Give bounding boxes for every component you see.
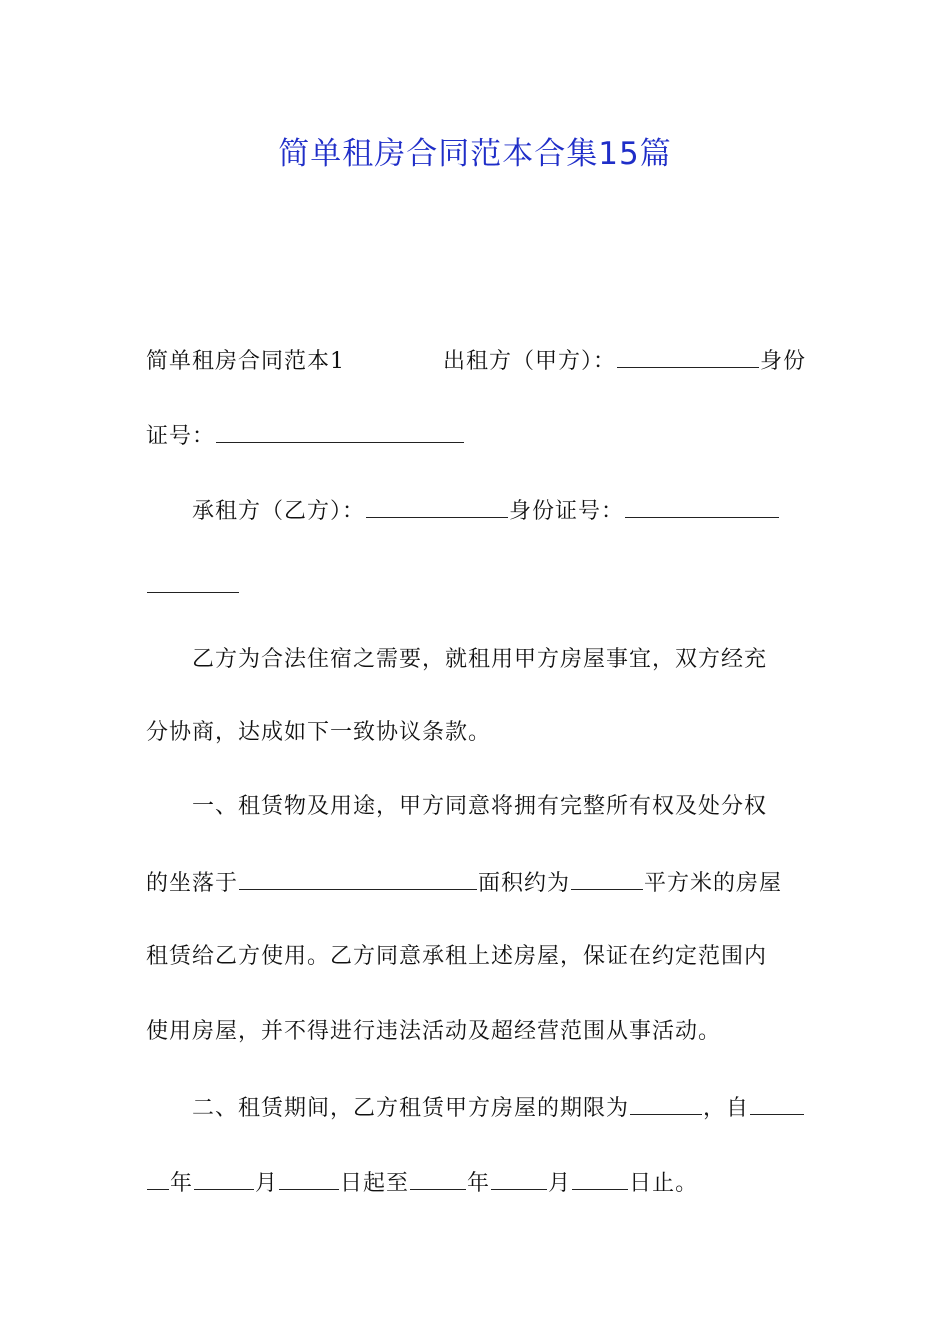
start-day-label: 日起至 bbox=[340, 1171, 410, 1196]
paragraph-line bbox=[192, 495, 806, 527]
end-month-blank bbox=[491, 1167, 547, 1190]
lessee-label: 承租方（乙方）： bbox=[192, 499, 366, 524]
end-year-blank bbox=[410, 1167, 466, 1190]
end-day-label: 日止。 bbox=[629, 1171, 699, 1196]
paragraph-line: 使用房屋，并不得进行违法活动及超经营范围从事活动。 bbox=[146, 1019, 722, 1044]
area-unit-label: 平方米的房屋 bbox=[644, 871, 783, 896]
paragraph-line: 一、租赁物及用途，甲方同意将拥有完整所有权及处分权 bbox=[192, 794, 768, 819]
end-month-label: 月 bbox=[548, 1171, 572, 1196]
id-label-part1: 身份 bbox=[759, 349, 806, 374]
paragraph-line bbox=[146, 570, 806, 602]
paragraph-line bbox=[146, 1167, 806, 1199]
lessor-label: 出租方（甲方）： bbox=[442, 349, 616, 374]
lessee-id-label: 身份证号： bbox=[509, 499, 625, 524]
paragraph-line bbox=[146, 867, 806, 899]
lessee-id-blank bbox=[625, 495, 779, 518]
id-label-part2: 证号： bbox=[146, 424, 216, 449]
paragraph-line: 租赁给乙方使用。乙方同意承租上述房屋，保证在约定范围内 bbox=[146, 944, 768, 969]
area-label: 面积约为 bbox=[478, 871, 571, 896]
start-day-blank bbox=[279, 1167, 339, 1190]
location-blank bbox=[239, 867, 477, 890]
paragraph-line bbox=[146, 420, 806, 452]
term-blank bbox=[630, 1092, 702, 1115]
paragraph-line: 分协商，达成如下一致协议条款。 bbox=[146, 720, 492, 745]
paragraph-line: 乙方为合法住宿之需要，就租用甲方房屋事宜，双方经充 bbox=[192, 647, 768, 672]
lessor-id-blank bbox=[216, 420, 464, 443]
start-month-blank bbox=[194, 1167, 254, 1190]
end-day-blank bbox=[572, 1167, 628, 1190]
year-label: 年 bbox=[170, 1171, 194, 1196]
lessee-id-blank-continued bbox=[147, 570, 239, 593]
end-year-label: 年 bbox=[467, 1171, 491, 1196]
start-year-blank-continued bbox=[147, 1167, 169, 1190]
paragraph-line bbox=[192, 1092, 806, 1124]
area-blank bbox=[571, 867, 643, 890]
month-label: 月 bbox=[255, 1171, 279, 1196]
location-label: 的坐落于 bbox=[146, 871, 239, 896]
contract-heading: 简单租房合同范本1 bbox=[146, 349, 345, 374]
term-label: 二、租赁期间，乙方租赁甲方房屋的期限为 bbox=[192, 1096, 630, 1121]
paragraph-line bbox=[146, 345, 806, 377]
document-title: 简单租房合同范本合集15篇 bbox=[278, 136, 672, 172]
lessor-name-blank bbox=[617, 345, 759, 368]
from-label: ，自 bbox=[703, 1096, 750, 1121]
lessee-name-blank bbox=[366, 495, 508, 518]
start-year-blank bbox=[750, 1092, 804, 1115]
